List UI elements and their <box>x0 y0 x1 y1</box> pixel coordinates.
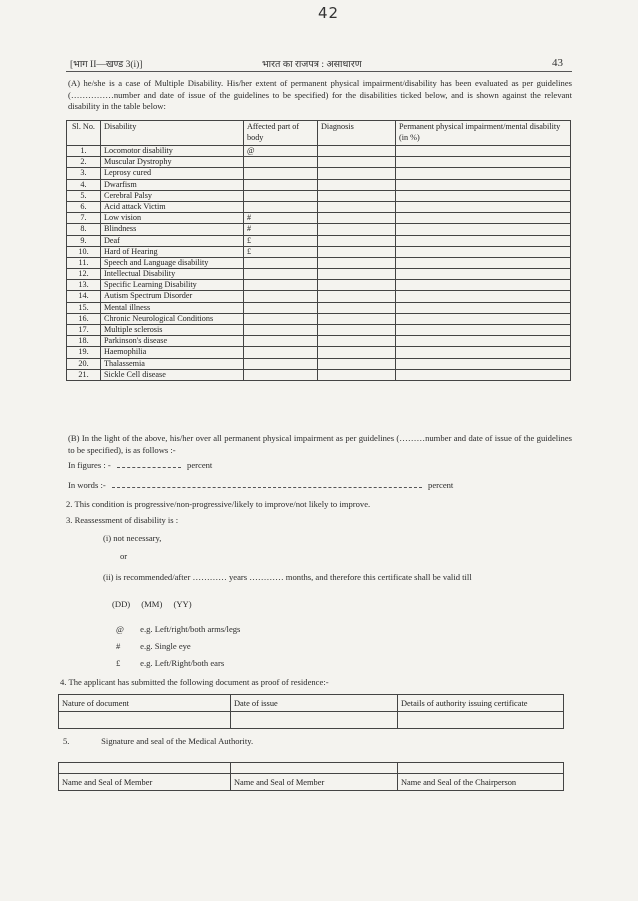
impairment-percent-cell[interactable] <box>396 224 571 235</box>
sl-no-cell: 14. <box>67 291 101 302</box>
sl-no-cell: 8. <box>67 224 101 235</box>
sl-no-cell: 10. <box>67 246 101 257</box>
note-symbol: £ <box>116 658 121 668</box>
th-issuing-authority: Details of authority issuing certificate <box>398 695 564 712</box>
affected-part-cell[interactable] <box>244 369 318 380</box>
header-rule <box>66 71 572 72</box>
diagnosis-cell[interactable] <box>318 302 396 313</box>
disability-name-cell: Deaf <box>101 235 244 246</box>
affected-part-cell[interactable] <box>244 347 318 358</box>
diagnosis-cell[interactable] <box>318 358 396 369</box>
affected-part-cell[interactable]: £ <box>244 235 318 246</box>
disability-name-cell: Acid attack Victim <box>101 201 244 212</box>
table-row <box>67 269 571 280</box>
diagnosis-cell[interactable] <box>318 280 396 291</box>
impairment-percent-cell[interactable] <box>396 336 571 347</box>
affected-part-cell[interactable] <box>244 190 318 201</box>
disability-name-cell: Mental illness <box>101 302 244 313</box>
table-row <box>67 302 571 313</box>
affected-part-cell[interactable] <box>244 201 318 212</box>
impairment-percent-cell[interactable] <box>396 201 571 212</box>
diagnosis-cell[interactable] <box>318 168 396 179</box>
impairment-percent-cell[interactable] <box>396 257 571 268</box>
affected-part-cell[interactable] <box>244 280 318 291</box>
diagnosis-cell[interactable] <box>318 246 396 257</box>
table-row <box>67 146 571 157</box>
affected-part-cell[interactable] <box>244 302 318 313</box>
sl-no-cell: 3. <box>67 168 101 179</box>
impairment-percent-cell[interactable] <box>396 291 571 302</box>
item-3-or: or <box>120 551 128 561</box>
diagnosis-cell[interactable] <box>318 325 396 336</box>
member-2-signature-space[interactable] <box>231 763 398 774</box>
impairment-percent-cell[interactable] <box>396 358 571 369</box>
diagnosis-cell[interactable] <box>318 224 396 235</box>
section-a-text: (A) he/she is a case of Multiple Disability. His/her extent of permanent physical impairment/disability has been evaluated as per guidelines (……………number and date of issue of the guidelines to be specified) for the disabilities ticked below, and is shown against the relevant disability in the table below: <box>68 78 572 111</box>
date-mm: (MM) <box>141 599 163 609</box>
affected-part-cell[interactable] <box>244 269 318 280</box>
sl-no-cell: 15. <box>67 302 101 313</box>
note-symbol: # <box>116 641 121 651</box>
section-b-text: (B) In the light of the above, his/her over all permanent physical impairment as per guidelines (………number and date of issue of the guidelines to be specified), is as follows :- <box>68 433 572 455</box>
disability-name-cell: Blindness <box>101 224 244 235</box>
th-sl-no: Sl. No. <box>67 121 101 146</box>
impairment-percent-cell[interactable] <box>396 369 571 380</box>
note-text: e.g. Left/right/both arms/legs <box>140 624 241 634</box>
diagnosis-cell[interactable] <box>318 313 396 324</box>
diagnosis-cell[interactable] <box>318 257 396 268</box>
impairment-percent-cell[interactable] <box>396 302 571 313</box>
table-row <box>67 336 571 347</box>
diagnosis-cell[interactable] <box>318 369 396 380</box>
affected-part-cell[interactable]: # <box>244 213 318 224</box>
header-right: 43 <box>552 57 563 69</box>
sl-no-cell: 1. <box>67 146 101 157</box>
item-3-option-1: (i) not necessary, <box>103 533 162 543</box>
disability-name-cell: Muscular Dystrophy <box>101 157 244 168</box>
table-row <box>67 291 571 302</box>
impairment-percent-cell[interactable] <box>396 280 571 291</box>
table-row <box>67 213 571 224</box>
affected-part-cell[interactable]: # <box>244 224 318 235</box>
table-row <box>67 246 571 257</box>
affected-part-cell[interactable] <box>244 325 318 336</box>
in-figures-field[interactable] <box>117 467 181 468</box>
member-2-seal-label: Name and Seal of Member <box>231 774 398 791</box>
affected-part-cell[interactable] <box>244 358 318 369</box>
affected-part-cell[interactable]: @ <box>244 146 318 157</box>
disability-name-cell: Autism Spectrum Disorder <box>101 291 244 302</box>
in-figures-row <box>68 460 212 470</box>
impairment-percent-cell[interactable] <box>396 347 571 358</box>
validity-date-row <box>112 599 192 609</box>
in-words-field[interactable] <box>112 487 422 488</box>
header-left: [भाग II—खण्ड 3(i)] <box>70 60 143 70</box>
diagnosis-cell[interactable] <box>318 157 396 168</box>
disability-table <box>66 120 571 381</box>
disability-name-cell: Locomotor disability <box>101 146 244 157</box>
diagnosis-cell[interactable] <box>318 291 396 302</box>
affected-part-cell[interactable] <box>244 168 318 179</box>
affected-part-cell[interactable] <box>244 291 318 302</box>
header-center: भारत का राजपत्र : असाधारण <box>262 60 362 70</box>
disability-name-cell: Chronic Neurological Conditions <box>101 313 244 324</box>
table-row <box>67 190 571 201</box>
item-5-row <box>63 736 253 746</box>
impairment-percent-cell[interactable] <box>396 168 571 179</box>
date-yy: (YY) <box>173 599 192 609</box>
diagnosis-cell[interactable] <box>318 269 396 280</box>
sl-no-cell: 4. <box>67 179 101 190</box>
impairment-percent-cell[interactable] <box>396 179 571 190</box>
item-3-option-2: (ii) is recommended/after ………… years ………… months, and therefore this certificate shall be valid till <box>103 572 472 582</box>
table-row <box>67 369 571 380</box>
sl-no-cell: 13. <box>67 280 101 291</box>
chairperson-signature-space[interactable] <box>398 763 564 774</box>
sl-no-cell: 7. <box>67 213 101 224</box>
item-4-title: 4. The applicant has submitted the following document as proof of residence:- <box>60 677 329 687</box>
table-row <box>67 257 571 268</box>
in-words-label: In words :- <box>68 480 106 490</box>
table-row <box>67 224 571 235</box>
affected-part-cell[interactable] <box>244 336 318 347</box>
disability-name-cell: Haemophilia <box>101 347 244 358</box>
item-3-title: 3. Reassessment of disability is : <box>66 515 179 525</box>
in-words-suffix: percent <box>428 480 454 490</box>
item-5-title: Signature and seal of the Medical Authority. <box>101 736 254 746</box>
impairment-percent-cell[interactable] <box>396 235 571 246</box>
table-row <box>67 313 571 324</box>
sl-no-cell: 18. <box>67 336 101 347</box>
affected-part-cell[interactable] <box>244 157 318 168</box>
nature-of-document-cell[interactable] <box>59 712 231 729</box>
disability-name-cell: Multiple sclerosis <box>101 325 244 336</box>
item-5-number: 5. <box>63 736 70 746</box>
th-disability: Disability <box>101 121 244 146</box>
handwritten-page-number: 42 <box>318 4 340 22</box>
impairment-percent-cell[interactable] <box>396 190 571 201</box>
disability-name-cell: Sickle Cell disease <box>101 369 244 380</box>
sl-no-cell: 6. <box>67 201 101 212</box>
table-row <box>67 179 571 190</box>
sl-no-cell: 12. <box>67 269 101 280</box>
disability-name-cell: Specific Learning Disability <box>101 280 244 291</box>
date-dd: (DD) <box>112 599 131 609</box>
affected-part-cell[interactable] <box>244 179 318 190</box>
diagnosis-cell[interactable] <box>318 146 396 157</box>
table-row <box>67 201 571 212</box>
affected-part-cell[interactable] <box>244 313 318 324</box>
disability-name-cell: Thalassemia <box>101 358 244 369</box>
disability-name-cell: Speech and Language disability <box>101 257 244 268</box>
impairment-percent-cell[interactable] <box>396 146 571 157</box>
table-row <box>67 347 571 358</box>
table-row <box>67 325 571 336</box>
in-figures-label: In figures : - <box>68 460 111 470</box>
note-symbol: @ <box>116 624 124 634</box>
sl-no-cell: 17. <box>67 325 101 336</box>
impairment-percent-cell[interactable] <box>396 213 571 224</box>
disability-name-cell: Parkinson's disease <box>101 336 244 347</box>
disability-name-cell: Leprosy cured <box>101 168 244 179</box>
in-figures-suffix: percent <box>187 460 213 470</box>
sl-no-cell: 20. <box>67 358 101 369</box>
disability-name-cell: Dwarfism <box>101 179 244 190</box>
disability-name-cell: Intellectual Disability <box>101 269 244 280</box>
diagnosis-cell[interactable] <box>318 190 396 201</box>
disability-name-cell: Low vision <box>101 213 244 224</box>
th-impairment-percent: Permanent physical impairment/mental disability (in %) <box>396 121 571 146</box>
sl-no-cell: 2. <box>67 157 101 168</box>
affected-part-cell[interactable]: £ <box>244 246 318 257</box>
chairperson-seal-label: Name and Seal of the Chairperson <box>398 774 564 791</box>
impairment-percent-cell[interactable] <box>396 157 571 168</box>
signature-table <box>58 762 564 791</box>
th-diagnosis: Diagnosis <box>318 121 396 146</box>
in-words-row <box>68 480 453 490</box>
diagnosis-cell[interactable] <box>318 235 396 246</box>
residence-proof-table <box>58 694 564 729</box>
table-row <box>67 235 571 246</box>
affected-part-cell[interactable] <box>244 257 318 268</box>
sl-no-cell: 11. <box>67 257 101 268</box>
impairment-percent-cell[interactable] <box>396 269 571 280</box>
table-row <box>67 157 571 168</box>
impairment-percent-cell[interactable] <box>396 325 571 336</box>
disability-name-cell: Cerebral Palsy <box>101 190 244 201</box>
sl-no-cell: 5. <box>67 190 101 201</box>
th-affected-part: Affected part of body <box>244 121 318 146</box>
diagnosis-cell[interactable] <box>318 336 396 347</box>
sl-no-cell: 19. <box>67 347 101 358</box>
diagnosis-cell[interactable] <box>318 213 396 224</box>
impairment-percent-cell[interactable] <box>396 246 571 257</box>
disability-name-cell: Hard of Hearing <box>101 246 244 257</box>
note-text: e.g. Single eye <box>140 641 191 651</box>
impairment-percent-cell[interactable] <box>396 313 571 324</box>
diagnosis-cell[interactable] <box>318 201 396 212</box>
sl-no-cell: 9. <box>67 235 101 246</box>
date-of-issue-cell[interactable] <box>231 712 398 729</box>
note-text: e.g. Left/Right/both ears <box>140 658 225 668</box>
table-row <box>67 358 571 369</box>
diagnosis-cell[interactable] <box>318 179 396 190</box>
member-1-signature-space[interactable] <box>59 763 231 774</box>
sl-no-cell: 21. <box>67 369 101 380</box>
table-row <box>67 280 571 291</box>
diagnosis-cell[interactable] <box>318 347 396 358</box>
issuing-authority-cell[interactable] <box>398 712 564 729</box>
item-2-condition: 2. This condition is progressive/non-progressive/likely to improve/not likely to improve. <box>66 499 371 509</box>
member-1-seal-label: Name and Seal of Member <box>59 774 231 791</box>
table-row <box>67 168 571 179</box>
th-nature-of-document: Nature of document <box>59 695 231 712</box>
th-date-of-issue: Date of issue <box>231 695 398 712</box>
sl-no-cell: 16. <box>67 313 101 324</box>
